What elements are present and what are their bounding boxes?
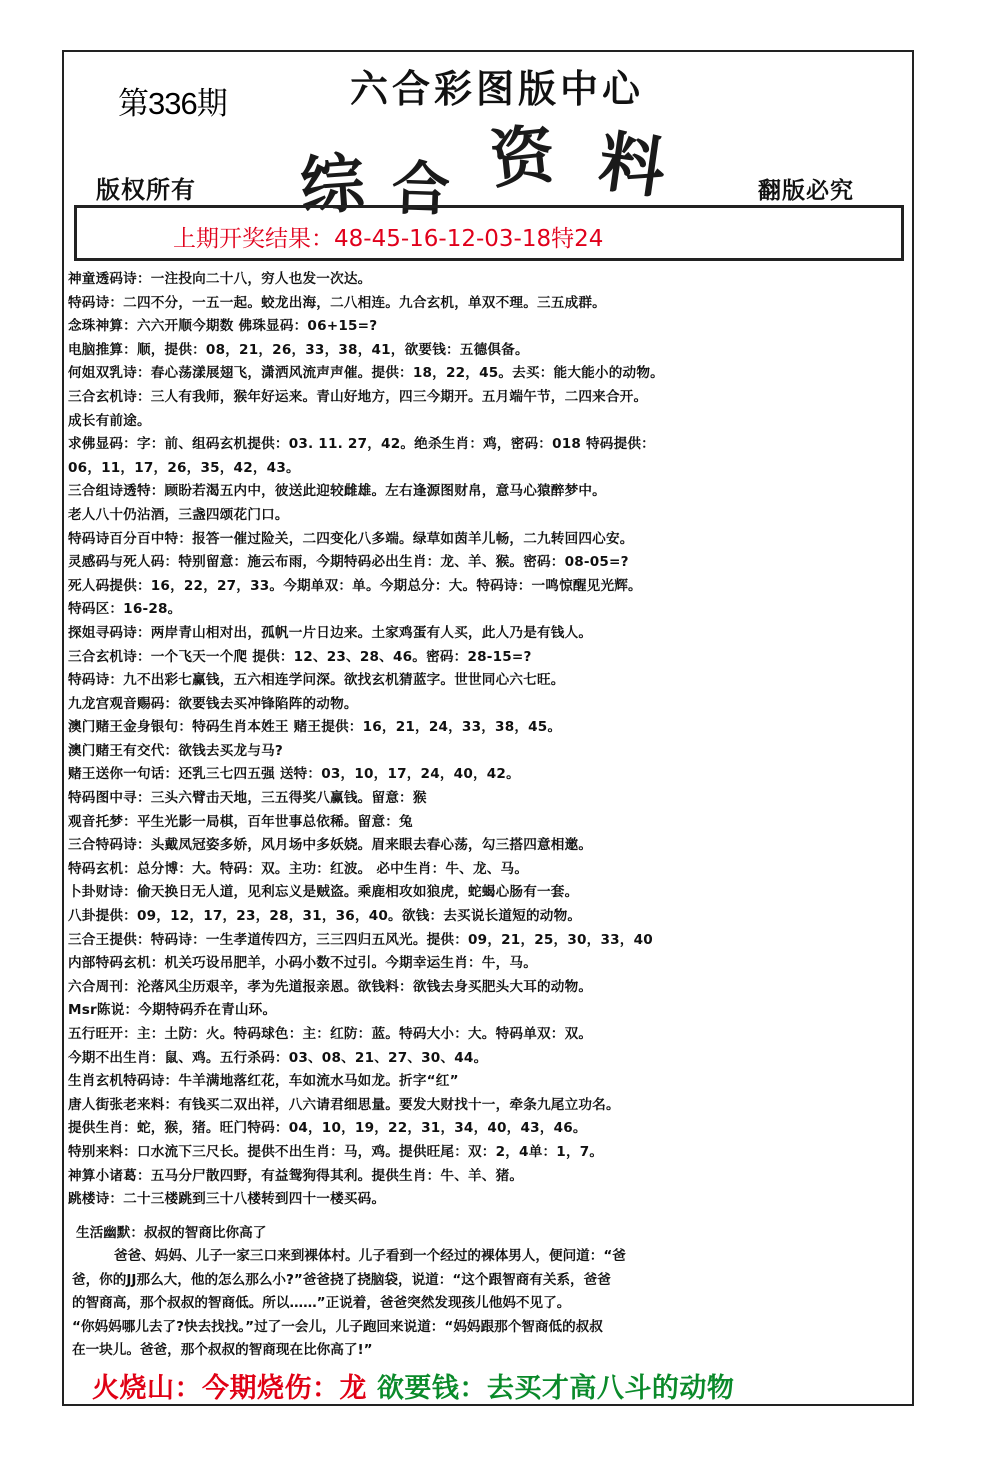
content-line: 特码图中寻：三头六臂击天地，三五得奖八赢钱。留意：猴 — [68, 790, 427, 807]
content-line: 三合组诗透特：顾盼若渴五内中，彼送此迎较雌雄。左右逢源图财帛，意马心猿醉梦中。 — [68, 483, 606, 500]
content-line: 跳楼诗：二十三楼跳到三十八楼转到四十一楼买码。 — [68, 1191, 386, 1208]
content-line: 六合周刊：沦落风尘历艰辛，孝为先道报亲恩。欲钱料：欲钱去身买肥头大耳的动物。 — [68, 978, 593, 995]
content-line: 念珠神算：六六开顺今期数 佛珠显码：06+15=? — [68, 318, 378, 335]
content-line: 神算小诸葛：五马分尸散四野，有益鸳狗得其利。提供生肖：牛、羊、猪。 — [68, 1167, 524, 1184]
content-line: 生肖玄机特码诗：牛羊满地落红花，车如流水马如龙。折字“红” — [68, 1073, 459, 1090]
footer-part-1: 火烧山：今期烧伤： — [92, 1373, 340, 1404]
footer-part-3: 欲要钱：去买才高八斗的动物 — [367, 1373, 735, 1404]
content-line: 今期不出生肖：鼠、鸡。五行杀码：03、08、21、27、30、44。 — [68, 1049, 488, 1066]
content-line: 三合特码诗：头戴凤冠姿多娇，风月场中多妖娆。眉来眼去春心荡，勾三搭四意相邀。 — [68, 837, 593, 854]
content-line: 老人八十仍沾酒，三盏四颂花门口。 — [68, 506, 289, 523]
content-line: 卜卦财诗：偷天换日无人道，见利忘义是贼盗。乘鹿相攻如狼虎，蛇蝎心肠有一套。 — [68, 884, 579, 901]
content-line: 三合玄机诗：一个飞天一个爬 提供：12、23、28、46。密码：28-15=? — [68, 648, 532, 665]
content-line: 八卦提供：09，12，17，23，28，31，36，40。欲钱：去买说长道短的动物。 — [68, 908, 582, 925]
content-line: 特码诗百分百中特：报答一催过险关，二四变化八多端。绿草如茵羊儿畅，二九转回四心安。 — [68, 530, 634, 547]
content-line: 澳门赌王金身银句：特码生肖本姓王 赌王提供：16，21，24，33，38，45。 — [68, 719, 562, 736]
copyright-right: 翻版必究 — [758, 177, 854, 204]
content-line: 探姐寻码诗：两岸青山相对出，孤帆一片日边来。土家鸡蛋有人买，此人乃是有钱人。 — [68, 624, 593, 641]
content-line: 电脑推算：顺，提供：08，21，26，33，38，41，欲要钱：五德俱备。 — [68, 341, 529, 358]
content-line: 三合王提供：特码诗：一生孝道传四方，三三四归五风光。提供：09，21，25，30，33，40 — [68, 931, 653, 948]
content-line: 特码玄机：总分博：大。特码：双。主功：红波。 必中生肖：牛、龙、马。 — [68, 860, 529, 877]
story-title: 生活幽默：叔叔的智商比你高了 — [76, 1225, 267, 1241]
center-title: 六合彩图版中心 — [350, 66, 645, 111]
content-line: 三合玄机诗：三人有我师，猴年好运来。青山好地方，四三今期开。五月端午节，二四来合开。 — [68, 388, 648, 405]
content-lines — [68, 268, 908, 1212]
story-line: 在一块儿。爸爸，那个叔叔的智商现在比你高了!” — [72, 1341, 373, 1358]
content-line: 唐人街张老来料：有钱买二双出祥，八六请君细思量。要发大财找十一，牵条九尾立功名。 — [68, 1096, 620, 1113]
big-title-char-1: 综 — [297, 145, 367, 226]
copyright-left: 版权所有 — [96, 175, 196, 204]
content-line: 特码诗：二四不分，一五一起。蛟龙出海，二八相连。九合玄机，单双不理。三五成群。 — [68, 294, 606, 311]
story-line: 爸，你的JJ那么大，他的怎么那么小?”爸爸挠了挠脑袋，说道：“这个跟智商有关系，爸爸 — [72, 1271, 611, 1288]
big-title-char-2: 合 — [390, 154, 452, 224]
issue-number: 第336期 — [118, 86, 227, 121]
content-line: Msr陈说：今期特码乔在青山环。 — [68, 1002, 277, 1019]
content-line: 求佛显码：字：前、组码玄机提供：03. 11. 27，42。绝杀生肖：鸡，密码：018 特码提供： — [68, 436, 655, 453]
footer-banner — [92, 1366, 734, 1405]
content-line: 九龙宫观音赐码：欲要钱去买冲锋陷阵的动物。 — [68, 695, 358, 712]
result-box — [74, 205, 904, 261]
content-line: 死人码提供：16，22，27，33。今期单双：单。今期总分：大。特码诗：一鸣惊醒见光辉。 — [68, 577, 642, 594]
big-title-char-4: 料 — [594, 121, 671, 209]
content-line: 五行旺开：主：土防：火。特码球色：主：红防：蓝。特码大小：大。特码单双：双。 — [68, 1026, 593, 1042]
content-line: 成长有前途。 — [68, 412, 151, 429]
content-line: 特码区：16-28。 — [68, 601, 182, 618]
content-line: 06，11，17，26，35，42，43。 — [68, 459, 300, 476]
humor-story — [72, 1222, 902, 1362]
content-line: 神童透码诗：一注投向二十八，穷人也发一次达。 — [68, 271, 372, 287]
big-title-char-3: 资 — [486, 116, 559, 199]
content-line: 提供生肖：蛇，猴，猪。旺门特码：04，10，19，22，31，34，40，43，46。 — [68, 1120, 587, 1137]
content-line: 特别来料：口水流下三尺长。提供不出生肖：马，鸡。提供旺尾：双：2，4单：1，7。 — [68, 1143, 604, 1160]
last-result: 上期开奖结果：48-45-16-12-03-18特24 — [173, 226, 604, 252]
content-line: 内部特码玄机：机关巧设吊肥羊，小码小数不过引。今期幸运生肖：牛，马。 — [68, 955, 537, 972]
footer-part-2: 龙 — [339, 1373, 367, 1404]
content-line: 澳门赌王有交代：欲钱去买龙与马? — [68, 742, 283, 759]
story-line: 爸爸、妈妈、儿子一家三口来到裸体村。儿子看到一个经过的裸体男人，便问道：“爸 — [114, 1248, 626, 1265]
content-line: 特码诗：九不出彩七赢钱，五六相连学问深。欲找玄机猜蓝字。世世同心六七旺。 — [68, 672, 565, 689]
story-line: “你妈妈哪儿去了?快去找找。”过了一会儿，儿子跑回来说道：“妈妈跟那个智商低的叔叔 — [72, 1318, 603, 1335]
content-line: 赌王送你一句话：还乳三七四五强 送特：03，10，17，24，40，42。 — [68, 766, 520, 783]
big-title — [297, 112, 720, 226]
content-line: 观音托梦：平生光影一局棋，百年世事总依稀。留意：兔 — [68, 813, 413, 830]
story-line: 的智商高，那个叔叔的智商低。所以……”正说着，爸爸突然发现孩儿他妈不见了。 — [72, 1295, 571, 1312]
content-line: 灵感码与死人码：特别留意：施云布雨，今期特码必出生肖：龙、羊、猴。密码：08-05=? — [68, 554, 629, 571]
content-line: 何姐双乳诗：春心荡漾展翅飞，潇洒风流声声催。提供：18，22，45。去买：能大能小的动物。 — [68, 365, 664, 382]
